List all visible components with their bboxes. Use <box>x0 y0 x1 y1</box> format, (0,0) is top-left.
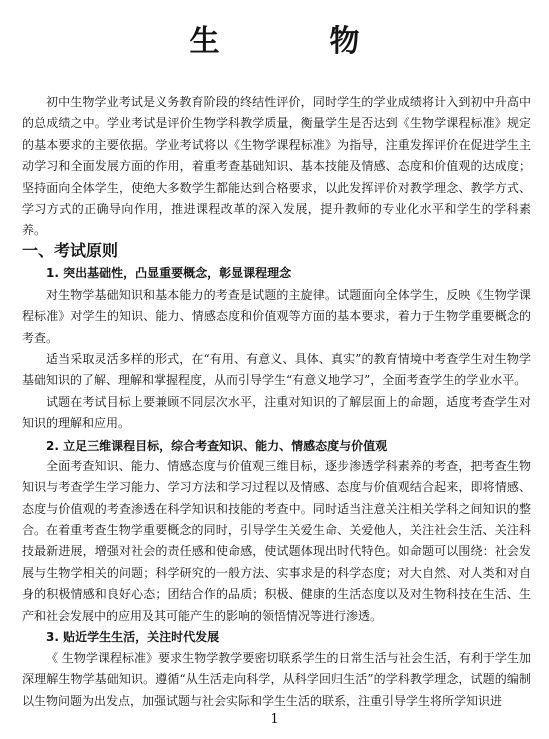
paragraph-1-3: 试题在考试目标上要兼顾不同层次水平，注重对知识的了解层面上的命题，适度考查学生对知识的理解和应用。 <box>22 395 531 431</box>
paragraph-1-2: 适当采取灵活多样的形式，在“有用、有意义、具体、真实”的教育情境中考查学生对生物学基础知识的了解、理解和掌握程度，从而引导学生“有意义地学习”，全面考查学生的学业水平。 <box>22 352 531 388</box>
page-number: 1 <box>270 712 279 727</box>
intro-paragraph: 初中生物学业考试是义务教育阶段的终结性评价，同时学生的学业成绩将计入到初中升高中的总成绩之中。学业考试是评价生物学科教学质量，衡量学生是否达到《生物学课程标准》规定的基本要求的主要依据。学业考试将以《生物学课程标准》为指导，注重发挥评价在促进学生主动学习和全面发展方面的作用，着重考查基础知识、基本技能及情感、态度和价值观的达成度；坚持面向全体学生，使绝大多数学生都能达到合格要求，以此发挥评价对教学理念、教学方式、学习方式的正确导向作用，推进课程改革的深入发展，提升教师的专业化水平和学生的学科素养。 <box>22 95 531 238</box>
page-title: 生 物 <box>189 24 400 59</box>
paragraph-2-1: 全面考查知识、能力、情感态度与价值观三维目标，逐步渗透学科素养的考查，把考查生物知识与考查学生学习能力、学习方法和学习过程以及情感、态度与价值观结合起来，即将情感、态度与价值观的考查渗透在科学知识和技能的考查中。同时适当注意关注相关学科之间知识的整合。 <box>22 459 531 538</box>
subsection-heading-2: 2. 立足三维课程目标，综合考查知识、能力、情感态度与价值观 <box>46 439 388 453</box>
subsection-heading-3: 3. 贴近学生生活，关注时代发展 <box>46 630 220 644</box>
paragraph-2-2: 在着重考查生物学重要概念的同时，引导学生关爱生命、关爱他人，关注社会生活、关注科技最新进展，增强对社会的责任感和使命感，使试题体现出时代特色。如命题可以围绕：社会发展与生物学相关的问题；科学研究的一般方法、实事求是的科学态度；对大自然、对人类和对自身的积极情感和良好心态；团结合作的品质；积极、健康的生活态度以及对生物科技在生活、生产和社会发展中的应用及其可能产生的影响的领悟情况等进行渗透。 <box>22 523 531 623</box>
subsection-heading-1: 1. 突出基础性，凸显重要概念，彰显课程理念 <box>46 266 292 280</box>
section-heading-exam-principles: 一、考试原则 <box>22 241 119 260</box>
paragraph-1-1: 对生物学基础知识和基本能力的考查是试题的主旋律。试题面向全体学生，反映《生物学课程标准》对学生的知识、能力、情感态度和价值观等方面的基本要求，着力于生物学重要概念的考查。 <box>22 288 531 345</box>
paragraph-3-1: 《 生物学课程标准》要求生物学教学要密切联系学生的日常生活与社会生活，有利于学生加深理解生物学基础知识。遵循“从生活走向科学，从科学回归生活”的学科教学理念，试题的编制以生物问题为出发点，加强试题与社会实际和学生生活的联系，注重引导学生将所学知识进 <box>22 651 531 708</box>
